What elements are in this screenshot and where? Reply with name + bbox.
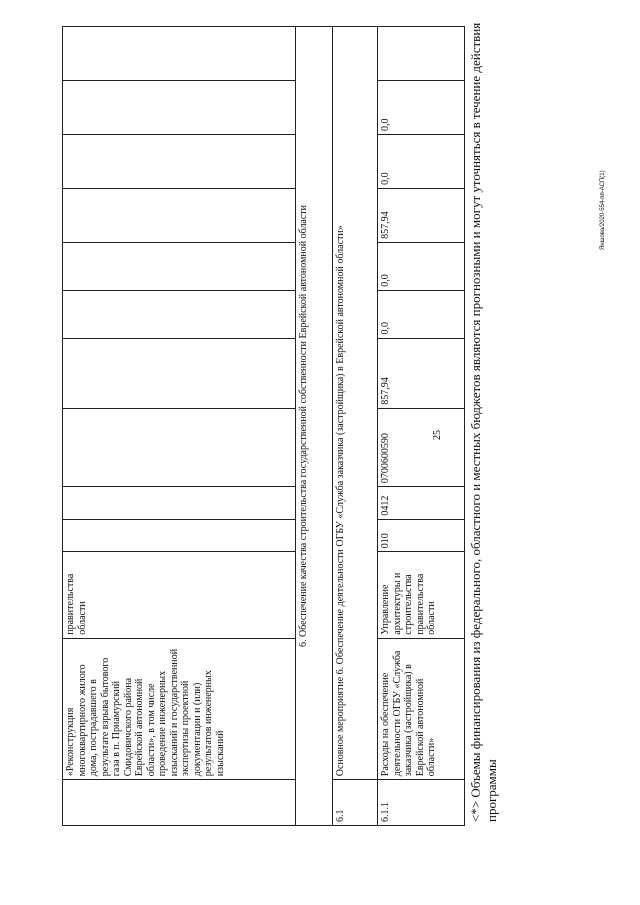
row-number: 6.1.1 [378,780,465,826]
cell-empty [63,338,296,408]
rzpr-code: 0412 [378,487,465,520]
executor: Управление архитектуры и строительства правительства области [378,552,465,639]
cell-empty [63,408,296,486]
value-cell: 0,0 [378,134,465,188]
measure-name: Расходы на обеспечение деятельности ОГБУ «Служба заказчика (застройщика) в Еврейской автономной области» [378,638,465,779]
cell-empty [63,242,296,290]
executor: правительства области [63,552,296,639]
grbs-code: 010 [378,519,465,552]
table-row [378,27,465,826]
table-row [296,27,333,826]
cell-empty [63,519,296,552]
table-row [63,27,296,826]
page-number: 25 [432,430,443,440]
value-cell: 0,0 [378,290,465,338]
csr-code: 0700600590 [378,408,465,486]
row-number [63,780,296,826]
file-id: Яншова/2020-554-пп-АСП(1) [600,170,606,250]
section-heading: 6. Обеспечение качества строительства государственной собственности Еврейской автономной области [296,27,333,826]
rotated-page [62,22,502,826]
measure-name: «Реконструкция многоквартирного жилого дома, пострадавшего в результате взрыва бытового газа в п. Приамурский Смидовичского района Еврейской автономной области», в том числе проведение инженерных изысканий и государственной экспертизы проектной документации и (или) результатов инженерных изысканий [63,638,296,779]
value-cell: 857,94 [378,188,465,242]
program-table [62,26,465,826]
row-number: 6.1 [333,780,378,826]
cell-empty [63,134,296,188]
main-measure: Основное мероприятие 6. Обеспечение деятельности ОГБУ «Служба заказчика (застройщика) в Еврейской автономной области» [333,27,378,780]
value-cell: 0,0 [378,81,465,135]
footnote: <*> Объемы финансирования из федерального, областного и местных бюджетов являются прогнозными и могут уточняться в течение действия программы [468,22,499,822]
cell-empty [63,27,296,81]
table-row [333,27,378,826]
cell-empty [63,290,296,338]
cell-empty [63,188,296,242]
cell-empty [378,27,465,81]
cell-empty [63,487,296,520]
cell-empty [63,81,296,135]
value-cell: 0,0 [378,242,465,290]
total-value: 857,94 [378,338,465,408]
